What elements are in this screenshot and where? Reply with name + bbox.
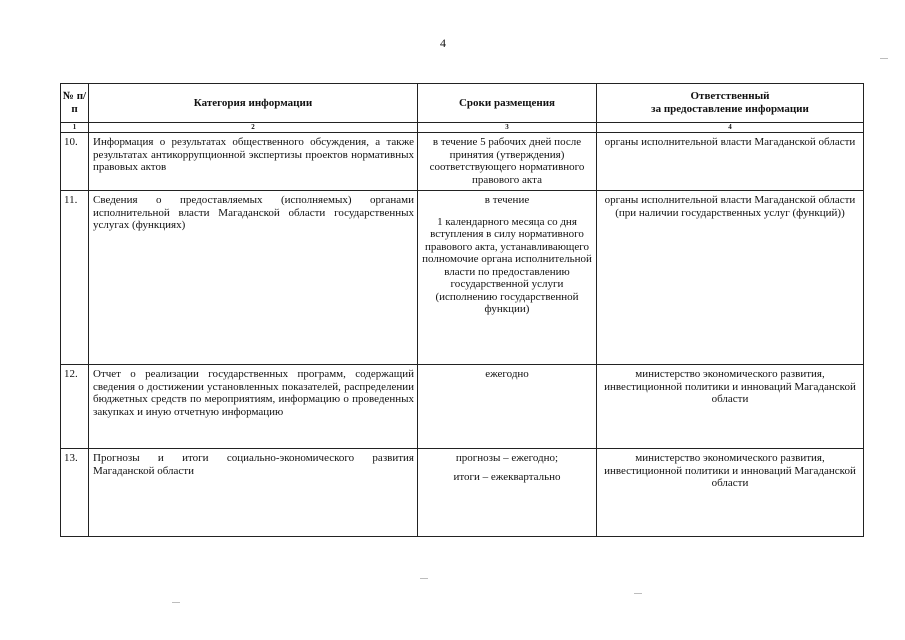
column-index: 2 — [89, 123, 418, 133]
term-line: в течение 5 рабочих дней после принятия (утверждения) соответствующего нормативного правового акта — [429, 136, 585, 186]
column-index: 1 — [61, 123, 89, 133]
term-line: в течение — [484, 194, 530, 206]
row-category: Прогнозы и итоги социально-экономического развития Магаданской области — [89, 449, 418, 537]
column-index: 4 — [597, 123, 864, 133]
row-category: Отчет о реализации государственных программ, содержащий сведения о достижении установленных показателей, распределении бюджетных средств по мероприятиям, информацию о проведенных закупках и иную отчетную информацию — [89, 365, 418, 449]
scan-speck — [880, 58, 888, 59]
header-responsible-line1: Ответственный — [690, 90, 770, 102]
column-index-row — [61, 123, 864, 133]
row-number: 12. — [61, 365, 89, 449]
term-line: ежегодно — [485, 368, 529, 380]
header-num: № п/п — [61, 84, 89, 123]
page-number: 4 — [440, 36, 446, 50]
row-responsible: органы исполнительной власти Магаданской области — [597, 133, 864, 191]
table-row — [61, 133, 864, 191]
row-responsible: министерство экономического развития, инвестиционной политики и инноваций Магаданской области — [597, 449, 864, 537]
row-responsible: органы исполнительной власти Магаданской области (при наличии государственных услуг (функций)) — [597, 191, 864, 365]
term-line: итоги – ежеквартально — [453, 470, 561, 483]
term-line: 1 календарного месяца со дня вступления в силу нормативного правового акта, устанавливающего полномочие органа исполнительной власти по предоставлению государственной услуги (исполнению государственной функции) — [422, 215, 592, 315]
term-line: прогнозы – ежегодно; — [455, 452, 559, 464]
header-responsible — [597, 84, 864, 123]
table-row — [61, 365, 864, 449]
column-index: 3 — [418, 123, 597, 133]
row-category: Информация о результатах общественного обсуждения, а также результатах антикоррупционной экспертизы проектов нормативных правовых актов — [89, 133, 418, 191]
row-terms — [418, 365, 597, 449]
header-responsible-line2: за предоставление информации — [651, 103, 809, 115]
row-terms — [418, 133, 597, 191]
header-category: Категория информации — [89, 84, 418, 123]
row-number: 13. — [61, 449, 89, 537]
header-terms: Сроки размещения — [418, 84, 597, 123]
row-terms — [418, 449, 597, 537]
row-category: Сведения о предоставляемых (исполняемых) органами исполнительной власти Магаданской области государственных услугах (функциях) — [89, 191, 418, 365]
table-row — [61, 191, 864, 365]
row-terms — [418, 191, 597, 365]
table-row — [61, 449, 864, 537]
header-row — [61, 84, 864, 123]
information-table — [60, 83, 864, 537]
row-number: 11. — [61, 191, 89, 365]
scan-speck — [420, 578, 428, 579]
row-responsible: министерство экономического развития, инвестиционной политики и инноваций Магаданской области — [597, 365, 864, 449]
scan-speck — [172, 602, 180, 603]
row-number: 10. — [61, 133, 89, 191]
scan-speck — [634, 593, 642, 594]
